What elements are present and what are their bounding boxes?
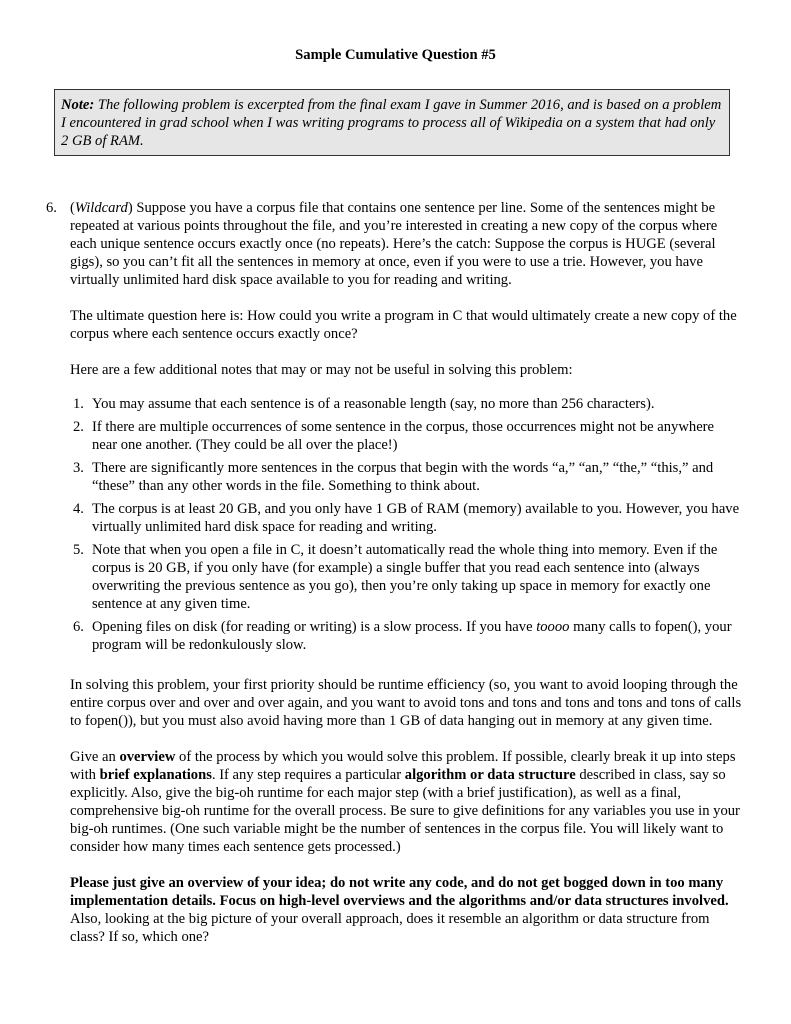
notes-list <box>70 395 742 654</box>
note-item-text: If there are multiple occurrences of some sentence in the corpus, those occurrences might not be anywhere near one another. (They could be all over the place!) <box>92 419 715 453</box>
emphasis-overview: overview <box>119 749 176 765</box>
final-paragraph <box>70 874 742 946</box>
emphasis-toooo: toooo <box>536 619 570 635</box>
question-number: 6. <box>46 200 57 216</box>
note-item-text: The corpus is at least 20 GB, and you only have 1 GB of RAM (memory) available to you. However, you have virtually unlimited hard disk space for reading and writing. <box>92 501 740 535</box>
emphasis-brief-explanations: brief explanations <box>99 767 212 783</box>
note-number: 2. <box>73 419 84 435</box>
note-item-text: many calls to fopen(), your program will be redonkulously slow. <box>92 619 732 653</box>
note-number: 4. <box>73 501 84 517</box>
note-item <box>70 500 742 536</box>
ultimate-question: The ultimate question here is: How could you write a program in C that would ultimately create a new copy of the corpus where each sentence occurs exactly once? <box>70 308 737 342</box>
overview-paragraph <box>70 748 742 856</box>
note-item-text: Note that when you open a file in C, it doesn’t automatically read the whole thing into memory. Even if the corpus is 20 GB, if you only have (for example) a single buffer that you read each sentence into (always overwriting the previous sentence as you go), then you’re only taking up space in memory for exactly one sentence at any given time. <box>92 542 718 612</box>
note-number: 5. <box>73 542 84 558</box>
overview-text: Give an <box>70 749 120 765</box>
paren-open: ( <box>70 200 75 216</box>
paren-close: ) <box>127 200 133 216</box>
question-6 <box>46 199 746 964</box>
priority-paragraph: In solving this problem, your first priority should be runtime efficiency (so, you want to avoid looping through the entire corpus over and over and over again, and you want to avoid tons and tons and tons and tons and tons of calls to fopen()), but you must also avoid having more than 1 GB of data hanging out in memory at any given time. <box>70 677 742 729</box>
notes-intro: Here are a few additional notes that may or may not be useful in solving this problem: <box>70 362 573 378</box>
emphasis-algorithm: algorithm or data structure <box>404 767 576 783</box>
final-bold-text: Please just give an overview of your idea; do not write any code, and do not get bogged down in too many implementation details. Focus on high-level overviews and the algorithms and/or data structures involved. <box>70 875 729 909</box>
note-item <box>70 618 742 654</box>
question-intro <box>70 199 742 289</box>
note-item <box>70 541 742 613</box>
page-title: Sample Cumulative Question #5 <box>295 47 496 63</box>
note-item <box>70 418 742 454</box>
note-number: 1. <box>73 396 84 412</box>
intro-text: Suppose you have a corpus file that contains one sentence per line. Some of the sentences might be repeated at various points throughout the file, and you’re interested in creating a new copy of the corpus where each unique sentence occurs exactly once (no repeats). Here’s the catch: Suppose the corpus is HUGE (several gigs), so you can’t fit all the sentences in memory at once, even if you were to use a trie. However, you have virtually unlimited hard disk space available to you for reading and writing. <box>70 200 718 288</box>
final-text: Also, looking at the big picture of your overall approach, does it resemble an algorithm or data structure from class? If so, which one? <box>70 911 710 945</box>
wildcard-label: Wildcard <box>74 200 128 216</box>
overview-text: of the process by which you would solve this problem. If possible, clearly break it up into steps with <box>70 749 736 783</box>
note-item-text: There are significantly more sentences in the corpus that begin with the words “a,” “an,” “the,” “this,” and “these” than any other words in the file. Something to think about. <box>92 460 714 494</box>
note-item <box>70 395 742 413</box>
note-number: 3. <box>73 460 84 476</box>
note-label: Note: <box>61 97 95 113</box>
note-item-text: Opening files on disk (for reading or writing) is a slow process. If you have <box>92 619 537 635</box>
note-box <box>54 89 730 156</box>
note-text: The following problem is excerpted from the final exam I gave in Summer 2016, and is based on a problem I encountered in grad school when I was writing programs to process all of Wikipedia on a system that had only 2 GB of RAM. <box>61 97 722 149</box>
note-item-text: You may assume that each sentence is of a reasonable length (say, no more than 256 characters). <box>92 396 655 412</box>
overview-text: described in class, say so explicitly. Also, give the big-oh runtime for each major step (with a brief justification), as well as a final, comprehensive big-oh runtime for the overall process. Be sure to give definitions for any variables you use in your big-oh runtimes. (One such variable might be the number of sentences in the corpus file. You will likely want to consider how many times each sentence gets processed.) <box>70 767 740 855</box>
note-number: 6. <box>73 619 84 635</box>
note-item <box>70 459 742 495</box>
overview-text: . If any step requires a particular <box>211 767 405 783</box>
question-body <box>70 199 742 946</box>
